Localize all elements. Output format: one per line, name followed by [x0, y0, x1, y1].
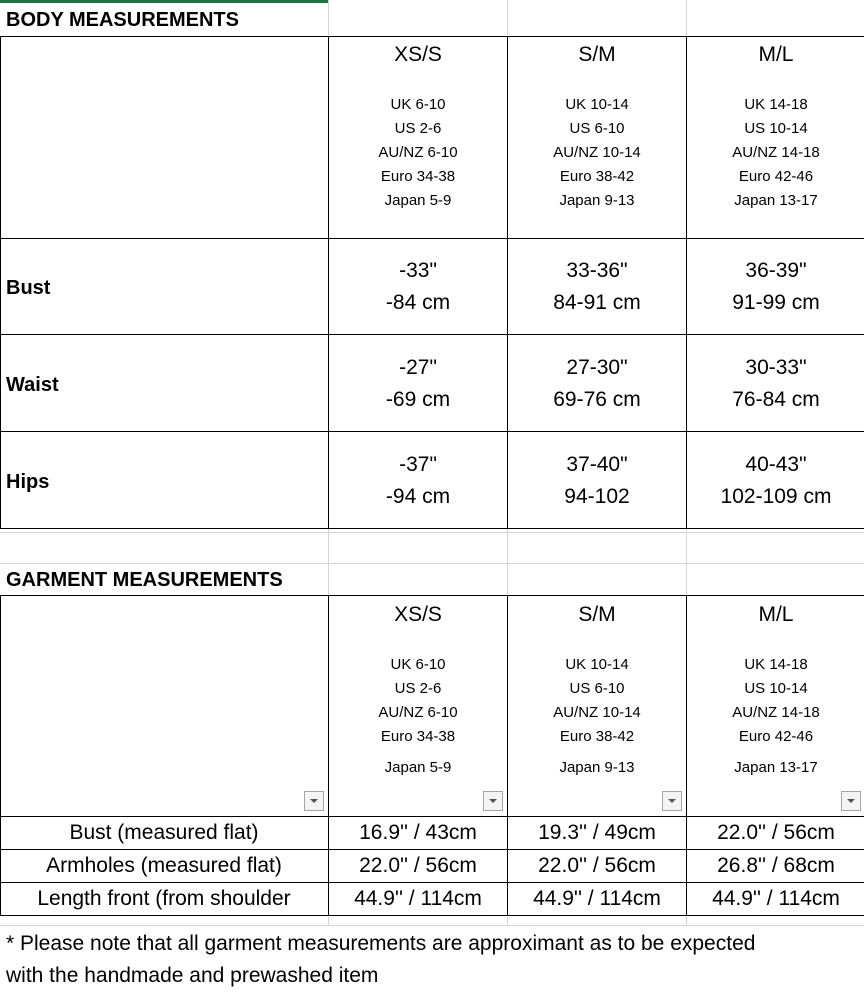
value-cm: 76-84 cm [732, 388, 820, 411]
size-aunz: AU/NZ 10-14 [553, 704, 641, 721]
chevron-down-icon [309, 798, 319, 804]
value-inches: -33" [399, 259, 437, 282]
value-cm: -69 cm [385, 388, 451, 411]
filter-dropdown-button[interactable] [304, 791, 324, 811]
size-euro: Euro 34-38 [380, 168, 456, 185]
value-cell: 44.9'' / 114cm [354, 887, 482, 910]
size-uk: UK 6-10 [390, 96, 446, 113]
value-inches: -27" [399, 356, 437, 379]
value-cm: -94 cm [385, 485, 451, 508]
size-label: M/L [758, 43, 794, 66]
size-euro: Euro 42-46 [738, 728, 814, 745]
gridline [0, 925, 864, 926]
active-cell-indicator[interactable] [0, 0, 328, 3]
table-border [0, 431, 864, 432]
gridline [507, 529, 508, 595]
value-cm: 69-76 cm [553, 388, 641, 411]
value-cell: 19.3'' / 49cm [538, 821, 656, 844]
size-uk: UK 10-14 [565, 656, 629, 673]
table-border [0, 334, 864, 335]
table-border [0, 882, 864, 883]
value-inches: 36-39" [745, 259, 807, 282]
row-label: Bust [6, 277, 51, 299]
size-aunz: AU/NZ 10-14 [553, 144, 641, 161]
value-inches: 37-40" [566, 453, 628, 476]
gridline [328, 0, 329, 36]
size-japan: Japan 9-13 [559, 192, 635, 209]
value-cell: 16.9'' / 43cm [359, 821, 477, 844]
table-border [0, 915, 864, 916]
row-label: Hips [6, 471, 50, 493]
size-japan: Japan 5-9 [384, 759, 452, 776]
table-border [0, 816, 864, 817]
value-inches: 27-30" [566, 356, 628, 379]
value-cell: 44.9'' / 114cm [712, 887, 840, 910]
chevron-down-icon [488, 798, 498, 804]
value-inches: -37" [399, 453, 437, 476]
size-aunz: AU/NZ 6-10 [378, 704, 458, 721]
size-uk: UK 6-10 [390, 656, 446, 673]
row-label: Armholes (measured flat) [46, 854, 282, 877]
size-label: S/M [578, 603, 616, 626]
size-japan: Japan 5-9 [384, 192, 452, 209]
chevron-down-icon [667, 798, 677, 804]
gridline [0, 532, 864, 533]
chevron-down-icon [846, 798, 856, 804]
gridline [0, 563, 864, 564]
body-measurements-title: BODY MEASUREMENTS [6, 9, 239, 31]
filter-dropdown-button[interactable] [841, 791, 861, 811]
size-japan: Japan 13-17 [734, 192, 818, 209]
value-cell: 44.9'' / 114cm [533, 887, 661, 910]
value-cm: 94-102 [564, 485, 630, 508]
size-euro: Euro 34-38 [380, 728, 456, 745]
value-cell: 26.8'' / 68cm [717, 854, 835, 877]
value-cell: 22.0'' / 56cm [538, 854, 656, 877]
size-us: US 10-14 [744, 680, 808, 697]
size-label: S/M [578, 43, 616, 66]
gridline [686, 916, 687, 926]
value-cm: 102-109 cm [720, 485, 832, 508]
gridline [328, 916, 329, 926]
value-inches: 33-36" [566, 259, 628, 282]
size-us: US 10-14 [744, 120, 808, 137]
size-japan: Japan 9-13 [559, 759, 635, 776]
value-cell: 22.0'' / 56cm [717, 821, 835, 844]
gridline [686, 0, 687, 36]
size-uk: UK 10-14 [565, 96, 629, 113]
size-uk: UK 14-18 [744, 656, 808, 673]
garment-note-line-2: with the handmade and prewashed item [6, 964, 379, 987]
table-border [0, 849, 864, 850]
size-euro: Euro 42-46 [738, 168, 814, 185]
table-border [0, 36, 1, 529]
size-aunz: AU/NZ 6-10 [378, 144, 458, 161]
size-aunz: AU/NZ 14-18 [732, 144, 820, 161]
garment-note-line-1: * Please note that all garment measurements are approximant as to be expected [6, 932, 756, 955]
value-inches: 30-33" [745, 356, 807, 379]
row-label: Waist [6, 374, 59, 396]
row-label: Length front (from shoulder [37, 887, 291, 910]
table-border [0, 595, 864, 596]
size-label: XS/S [394, 603, 442, 626]
value-cm: -84 cm [385, 291, 451, 314]
gridline [507, 916, 508, 926]
value-cm: 84-91 cm [553, 291, 641, 314]
filter-dropdown-button[interactable] [483, 791, 503, 811]
size-euro: Euro 38-42 [559, 168, 635, 185]
gridline [328, 529, 329, 595]
filter-dropdown-button[interactable] [662, 791, 682, 811]
size-uk: UK 14-18 [744, 96, 808, 113]
garment-measurements-title: GARMENT MEASUREMENTS [6, 569, 283, 591]
gridline [507, 0, 508, 36]
size-us: US 6-10 [569, 680, 625, 697]
gridline [686, 529, 687, 595]
value-inches: 40-43" [745, 453, 807, 476]
table-border [0, 36, 864, 37]
size-us: US 2-6 [394, 680, 442, 697]
table-border [0, 238, 864, 239]
table-border [0, 528, 864, 529]
row-label: Bust (measured flat) [69, 821, 259, 844]
size-japan: Japan 13-17 [734, 759, 818, 776]
value-cell: 22.0'' / 56cm [359, 854, 477, 877]
size-aunz: AU/NZ 14-18 [732, 704, 820, 721]
value-cm: 91-99 cm [732, 291, 820, 314]
size-us: US 6-10 [569, 120, 625, 137]
size-label: M/L [758, 603, 794, 626]
size-us: US 2-6 [394, 120, 442, 137]
size-label: XS/S [394, 43, 442, 66]
size-euro: Euro 38-42 [559, 728, 635, 745]
